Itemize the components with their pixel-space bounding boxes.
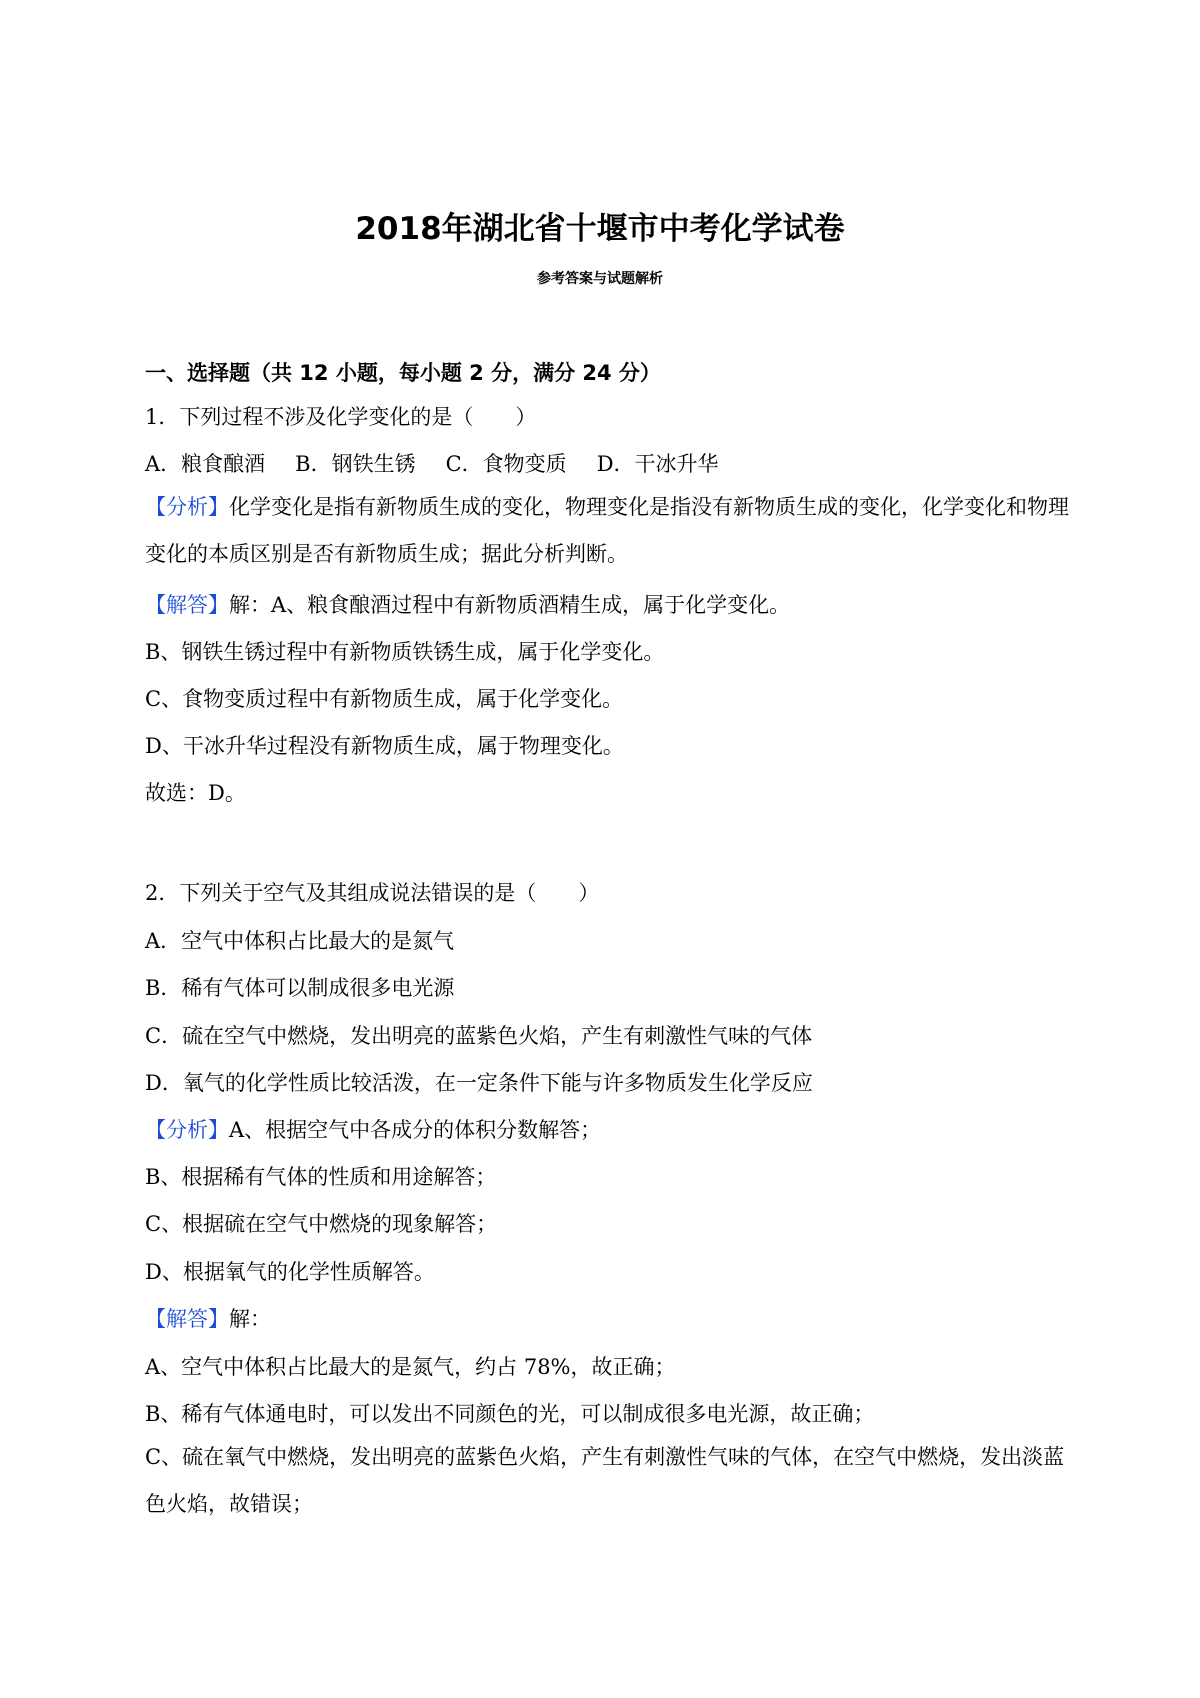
q1-answer-tag: 【解答】 xyxy=(145,593,229,617)
q1-analysis-tag: 【分析】 xyxy=(145,495,229,519)
page-subtitle: 参考答案与试题解析 xyxy=(537,271,663,287)
q2-answer-line-c: C、硫在氧气中燃烧，发出明亮的蓝紫色火焰，产生有刺激性气味的气体，在空气中燃烧，发出淡蓝色火焰，故错误； xyxy=(145,1445,1065,1516)
q1-answer-line-b: B、钢铁生锈过程中有新物质铁锈生成，属于化学变化。 xyxy=(145,640,665,664)
q1-option-a: A．粮食酿酒 xyxy=(145,452,266,476)
q1-answer xyxy=(145,591,790,619)
q1-analysis xyxy=(145,484,1070,578)
q1-answer-first: 解：A、粮食酿酒过程中有新物质酒精生成，属于化学变化。 xyxy=(229,593,791,617)
q2-answer-line-a: A、空气中体积占比最大的是氮气，约占 78%，故正确； xyxy=(145,1355,676,1379)
q2-analysis-line-c: C、根据硫在空气中燃烧的现象解答； xyxy=(145,1212,498,1236)
section-heading: 一、选择题（共 12 小题，每小题 2 分，满分 24 分） xyxy=(145,361,661,385)
q1-answer-line-c: C、食物变质过程中有新物质生成，属于化学变化。 xyxy=(145,687,624,711)
q2-answer-first: 解： xyxy=(229,1307,271,1331)
q2-stem: 2．下列关于空气及其组成说法错误的是（ ） xyxy=(145,881,600,905)
q1-answer-choice: 故选：D。 xyxy=(145,781,246,805)
q2-option-c: C．硫在空气中燃烧，发出明亮的蓝紫色火焰，产生有刺激性气味的气体 xyxy=(145,1024,813,1048)
q1-option-b: B．钢铁生锈 xyxy=(295,452,416,476)
q2-analysis-line-d: D、根据氧气的化学性质解答。 xyxy=(145,1260,435,1284)
q2-answer-tag: 【解答】 xyxy=(145,1307,229,1331)
q2-option-d: D．氧气的化学性质比较活泼，在一定条件下能与许多物质发生化学反应 xyxy=(145,1071,813,1095)
q1-analysis-text: 化学变化是指有新物质生成的变化，物理变化是指没有新物质生成的变化，化学变化和物理变化的本质区别是否有新物质生成；据此分析判断。 xyxy=(145,495,1069,566)
q2-option-a: A．空气中体积占比最大的是氮气 xyxy=(145,929,455,953)
q2-analysis-line-b: B、根据稀有气体的性质和用途解答； xyxy=(145,1165,497,1189)
q2-analysis-first: A、根据空气中各成分的体积分数解答； xyxy=(229,1118,602,1142)
q2-analysis xyxy=(145,1116,601,1144)
q1-answer-line-d: D、干冰升华过程没有新物质生成，属于物理变化。 xyxy=(145,734,624,758)
q1-option-c: C．食物变质 xyxy=(445,452,567,476)
document-page xyxy=(145,0,1075,1698)
q1-options xyxy=(145,450,719,478)
q2-answer-line-b: B、稀有气体通电时，可以发出不同颜色的光，可以制成很多电光源，故正确； xyxy=(145,1402,875,1426)
page-title: 2018年湖北省十堰市中考化学试卷 xyxy=(355,211,845,247)
q1-option-d: D．干冰升华 xyxy=(596,452,719,476)
q2-option-b: B．稀有气体可以制成很多电光源 xyxy=(145,976,455,1000)
q2-analysis-tag: 【分析】 xyxy=(145,1118,229,1142)
q1-stem: 1．下列过程不涉及化学变化的是（ ） xyxy=(145,405,537,429)
q2-answer xyxy=(145,1305,271,1333)
